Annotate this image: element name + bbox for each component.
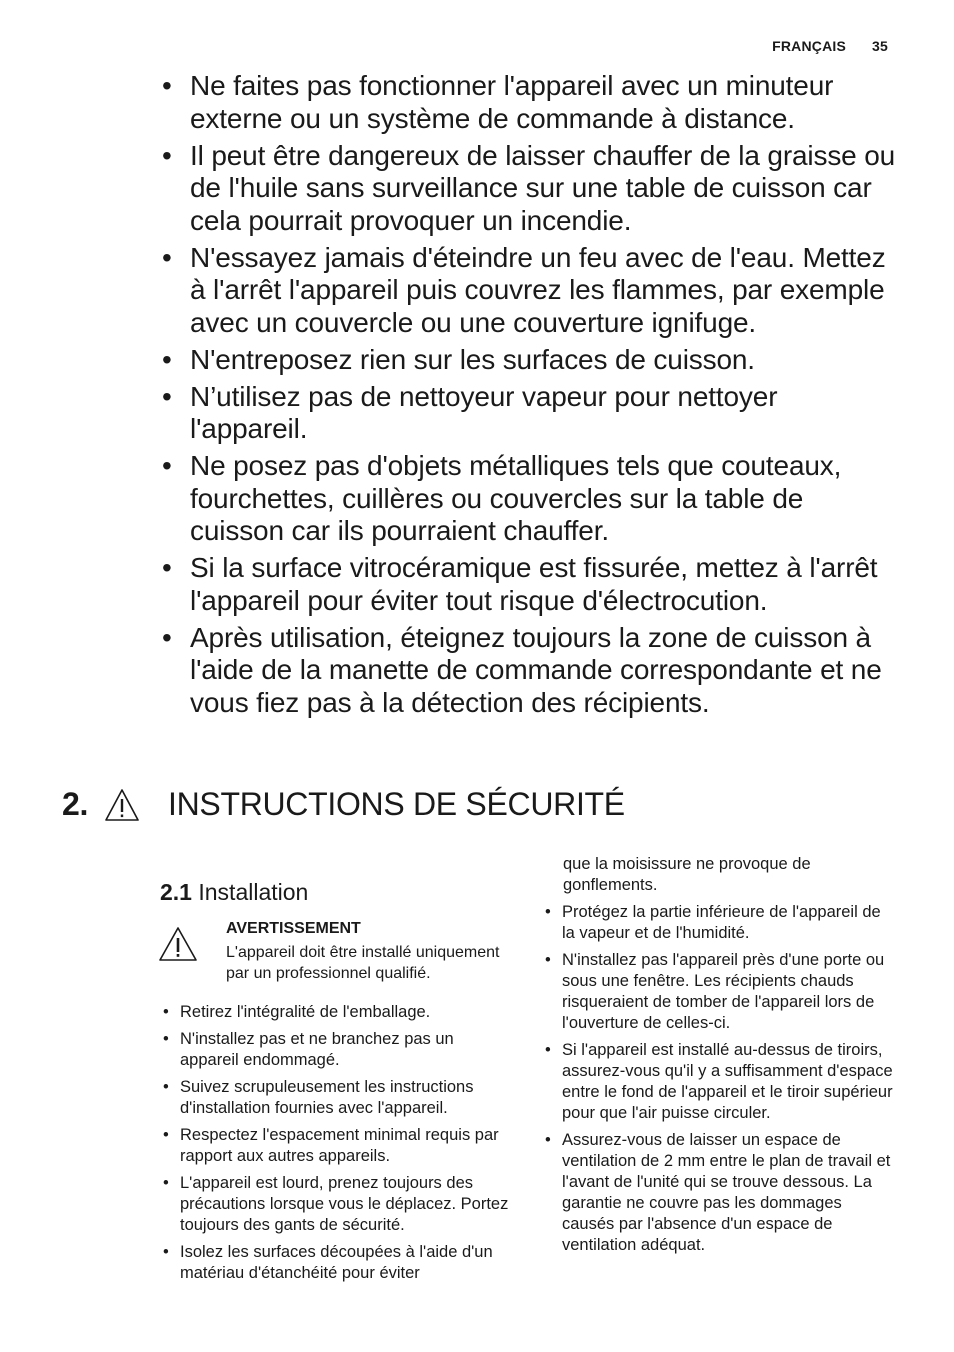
section-heading (62, 786, 625, 823)
safety-bullet-list (162, 70, 902, 724)
installation-list (543, 902, 898, 1256)
continued-text: que la moisissure ne provoque de gonflements. (563, 855, 811, 894)
list-item: • Isolez les surfaces découpées à l'aide d'un matériau d'étanchéité pour éviter (161, 1242, 516, 1284)
warning-title: AVERTISSEMENT (226, 920, 361, 937)
list-item: • Il peut être dangereux de laisser chauffer de la graisse ou de l'huile sans surveillance sur une table de cuisson car cela pourrait provoquer un incendie. (162, 140, 902, 238)
list-item: • N’utilisez pas de nettoyeur vapeur pour nettoyer l'appareil. (162, 381, 902, 446)
installation-list-right (543, 854, 898, 1262)
list-item: • L'appareil est lourd, prenez toujours des précautions lorsque vous le déplacez. Portez toujours des gants de sécurité. (161, 1173, 516, 1236)
list-item: • Après utilisation, éteignez toujours la zone de cuisson à l'aide de la manette de commande correspondante et ne vous fiez pas à la détection des récipients. (162, 622, 902, 720)
list-item: • N'essayez jamais d'éteindre un feu avec de l'eau. Mettez à l'arrêt l'appareil puis couvrez les flammes, par exemple avec un couvercle ou une couverture ignifuge. (162, 242, 902, 340)
list-item: • N'entreposez rien sur les surfaces de cuisson. (162, 344, 902, 377)
subsection-number: 2.1 (160, 879, 192, 905)
list-item: • Ne posez pas d'objets métalliques tels que couteaux, fourchettes, cuillères ou couvercles sur la table de cuisson car ils pourraient chauffer. (162, 450, 902, 548)
subsection-title: Installation (198, 879, 309, 905)
list-item: • Protégez la partie inférieure de l'appareil de la vapeur et de l'humidité. (543, 902, 898, 944)
list-item: • Si la surface vitrocéramique est fissurée, mettez à l'arrêt l'appareil pour éviter tout risque d'électrocution. (162, 552, 902, 617)
page-header (772, 38, 888, 54)
list-item: • Respectez l'espacement minimal requis par rapport aux autres appareils. (161, 1125, 516, 1167)
list-item: • Si l'appareil est installé au-dessus de tiroirs, assurez-vous qu'il y a suffisamment d'espace entre le fond de l'appareil et le tiroir supérieur pour que l'air puisse circuler. (543, 1040, 898, 1124)
list-item: • N'installez pas l'appareil près d'une porte ou sous une fenêtre. Les récipients chauds risqueraient de tomber de l'appareil lors de l'ouverture de celles-ci. (543, 950, 898, 1034)
warning-triangle-icon (104, 788, 140, 822)
header-language: FRANÇAIS (772, 38, 847, 54)
list-item: • Ne faites pas fonctionner l'appareil avec un minuteur externe ou un système de commande à distance. (162, 70, 902, 135)
page-number: 35 (872, 38, 888, 54)
installation-list-left (161, 1002, 516, 1290)
list-item: • Suivez scrupuleusement les instructions d'installation fournies avec l'appareil. (161, 1077, 516, 1119)
warning-triangle-icon (158, 926, 198, 962)
section-title: INSTRUCTIONS DE SÉCURITÉ (168, 786, 625, 822)
list-item: • N'installez pas et ne branchez pas un appareil endommagé. (161, 1029, 516, 1071)
section-number: 2. (62, 786, 89, 822)
subsection-heading (160, 879, 308, 906)
warning-text: L'appareil doit être installé uniquement par un professionnel qualifié. (226, 944, 500, 982)
list-item: • Assurez-vous de laisser un espace de ventilation de 2 mm entre le plan de travail et l'avant de l'unité qui se trouve dessous. La garantie ne couvre pas les dommages causés par l'absence d'un espace de ventilation adéquat. (543, 1130, 898, 1256)
list-item: • Retirez l'intégralité de l'emballage. (161, 1002, 516, 1023)
